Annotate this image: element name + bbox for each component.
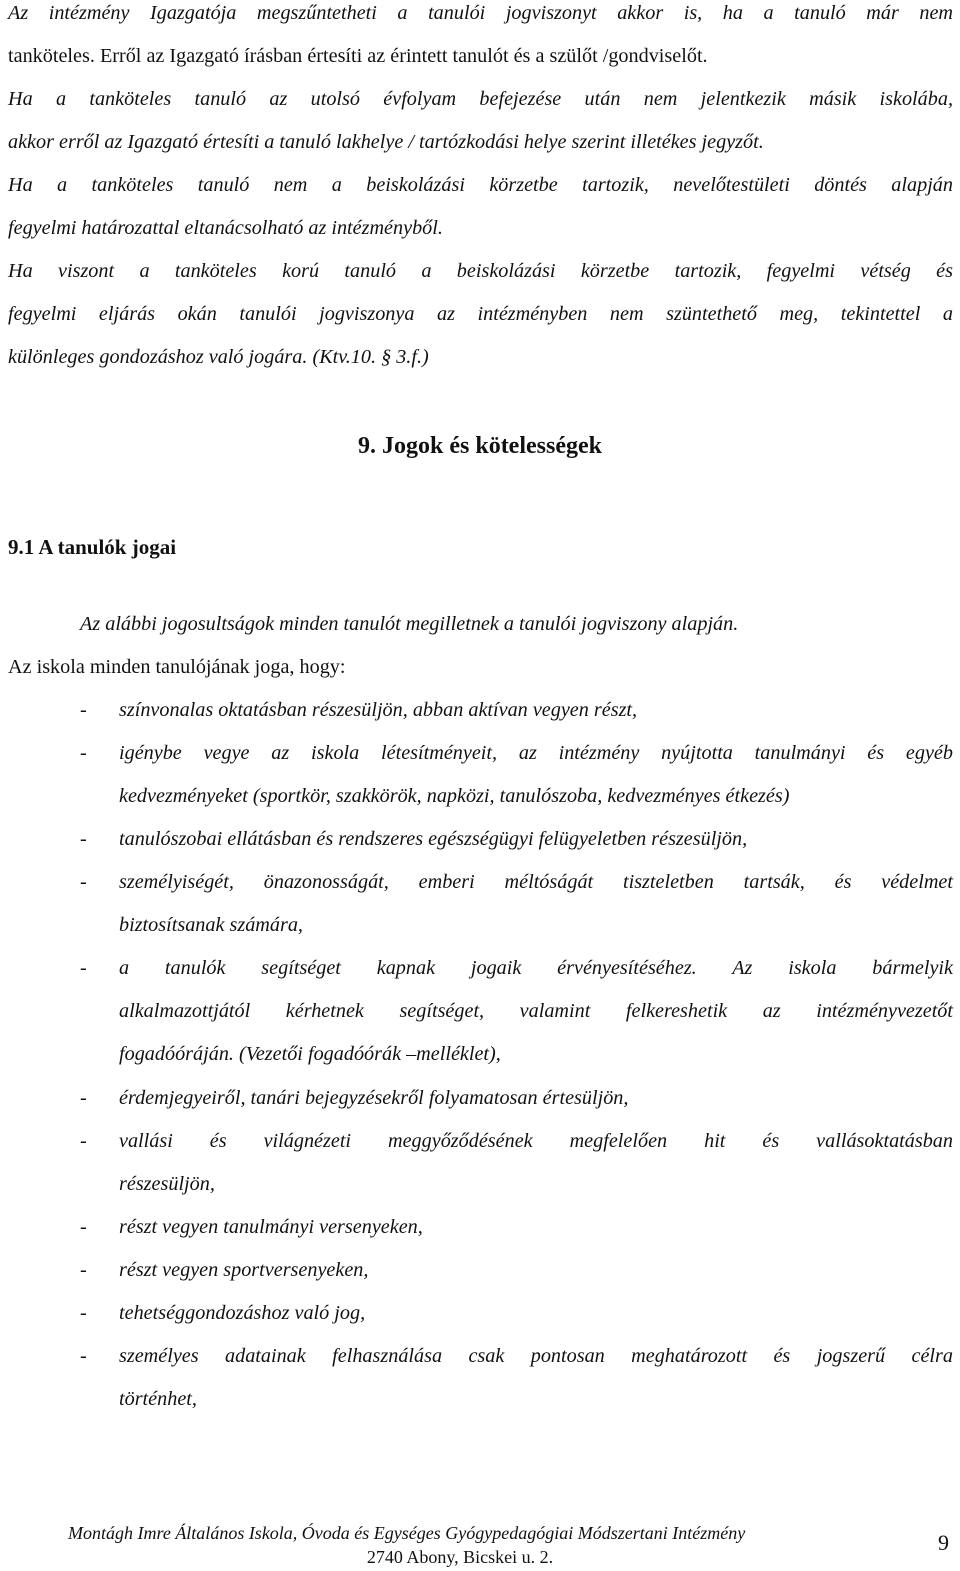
paragraph-4-line-3: különleges gondozáshoz való jogára. (Ktv.10. § 3.f.) bbox=[8, 346, 429, 368]
list-dash: - bbox=[80, 1130, 87, 1152]
list-dash: - bbox=[80, 742, 87, 764]
rights-lead-sentence: Az iskola minden tanulójának joga, hogy: bbox=[8, 656, 346, 678]
paragraph-4-line-1: Ha viszont a tanköteles korú tanuló a beiskolázási körzetbe tartozik, fegyelmi vétség és bbox=[8, 260, 953, 282]
list-item-line: igénybe vegye az iskola létesítményeit, az intézmény nyújtotta tanulmányi és egyéb bbox=[119, 742, 953, 764]
paragraph-4-line-2: fegyelmi eljárás okán tanulói jogviszonya az intézményben nem szüntethető meg, tekintettel a bbox=[8, 303, 953, 325]
list-dash: - bbox=[80, 1259, 87, 1281]
footer-institution: Montágh Imre Általános Iskola, Óvoda és Egységes Gyógypedagógiai Módszertani Intézmény bbox=[68, 1523, 746, 1543]
list-item-line: fogadóóráján. (Vezetői fogadóórák –melléklet), bbox=[119, 1043, 501, 1065]
list-dash: - bbox=[80, 1302, 87, 1324]
section-intro: Az alábbi jogosultságok minden tanulót megilletnek a tanulói jogviszony alapján. bbox=[80, 613, 739, 635]
paragraph-1-line-1: Az intézmény Igazgatója megszűntetheti a tanulói jogviszonyt akkor is, ha a tanuló már nem bbox=[8, 2, 953, 24]
list-item-line: a tanulók segítséget kapnak jogaik érvényesítéséhez. Az iskola bármelyik bbox=[119, 957, 953, 979]
subsection-heading: 9.1 A tanulók jogai bbox=[8, 535, 177, 559]
page-number: 9 bbox=[938, 1530, 949, 1555]
list-item-line: személyes adatainak felhasználása csak pontosan meghatározott és jogszerű célra bbox=[119, 1345, 953, 1367]
section-heading-text: 9. Jogok és kötelességek bbox=[358, 433, 602, 459]
paragraph-2-line-2: akkor erről az Igazgató értesíti a tanuló lakhelye / tartózkodási helye szerint illetékes jegyzőt. bbox=[8, 131, 764, 153]
list-item-line: történhet, bbox=[119, 1388, 197, 1410]
paragraph-3-line-1: Ha a tanköteles tanuló nem a beiskolázási körzetbe tartozik, nevelőtestületi döntés alapján bbox=[8, 174, 953, 196]
paragraph-2-line-1: Ha a tanköteles tanuló az utolsó évfolyam befejezése után nem jelentkezik másik iskolába, bbox=[8, 88, 953, 110]
list-item-line: kedvezményeket (sportkör, szakkörök, napközi, tanulószoba, kedvezményes étkezés) bbox=[119, 785, 790, 807]
list-item-line: vallási és világnézeti meggyőződésének megfelelően hit és vallásoktatásban bbox=[119, 1130, 953, 1152]
section-heading bbox=[0, 431, 960, 461]
paragraph-1-line-2: tanköteles. Erről az Igazgató írásban értesíti az érintett tanulót és a szülőt /gondviselőt. bbox=[8, 45, 708, 67]
list-item-line: tanulószobai ellátásban és rendszeres egészségügyi felügyeletben részesüljön, bbox=[119, 828, 748, 850]
list-dash: - bbox=[80, 957, 87, 979]
list-item-line: részesüljön, bbox=[119, 1173, 215, 1195]
list-dash: - bbox=[80, 699, 87, 721]
list-item-line: érdemjegyeiről, tanári bejegyzésekről folyamatosan értesüljön, bbox=[119, 1087, 629, 1109]
list-item-line: alkalmazottjától kérhetnek segítséget, valamint felkereshetik az intézményvezetőt bbox=[119, 1000, 953, 1022]
list-dash: - bbox=[80, 871, 87, 893]
list-item-line: biztosítsanak számára, bbox=[119, 914, 303, 936]
list-item-line: személyiségét, önazonosságát, emberi méltóságát tiszteletben tartsák, és védelmet bbox=[119, 871, 953, 893]
list-item-line: tehetséggondozáshoz való jog, bbox=[119, 1302, 366, 1324]
list-dash: - bbox=[80, 828, 87, 850]
list-item-line: színvonalas oktatásban részesüljön, abban aktívan vegyen részt, bbox=[119, 699, 638, 721]
paragraph-3-line-2: fegyelmi határozattal eltanácsolható az intézményből. bbox=[8, 217, 443, 239]
list-item-line: részt vegyen tanulmányi versenyeken, bbox=[119, 1216, 423, 1238]
footer-address: 2740 Abony, Bicskei u. 2. bbox=[366, 1547, 554, 1567]
list-dash: - bbox=[80, 1216, 87, 1238]
list-dash: - bbox=[80, 1087, 87, 1109]
list-item-line: részt vegyen sportversenyeken, bbox=[119, 1259, 369, 1281]
list-dash: - bbox=[80, 1345, 87, 1367]
